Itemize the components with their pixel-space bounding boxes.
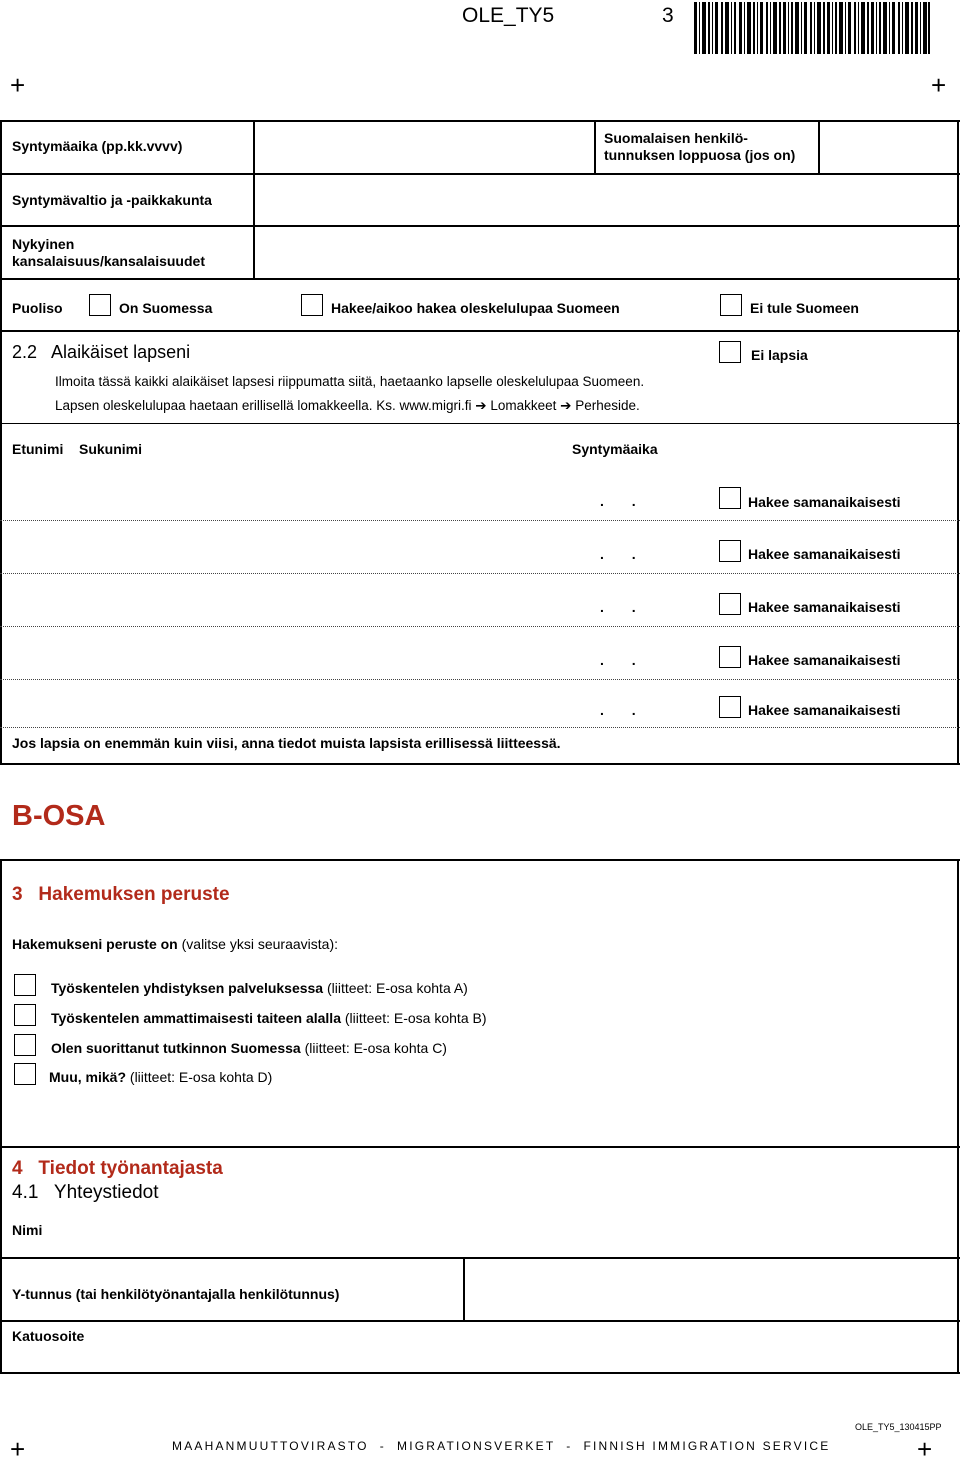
- employer-name-label: Nimi: [12, 1222, 43, 1238]
- basis-degree-checkbox[interactable]: [14, 1034, 36, 1056]
- birthdate-input[interactable]: [256, 123, 592, 171]
- child-row[interactable]: [2, 626, 956, 678]
- children-section-number: 2.2: [12, 342, 38, 362]
- simultaneous-checkbox[interactable]: [719, 593, 741, 615]
- section3-number: 3: [12, 884, 23, 905]
- simultaneous-checkbox[interactable]: [719, 696, 741, 718]
- footer-form-code: OLE_TY5_130415PP: [855, 1422, 942, 1432]
- birthplace-label: Syntymävaltio ja -paikkakunta: [12, 192, 212, 208]
- simultaneous-checkbox[interactable]: [719, 540, 741, 562]
- spouse-applying-checkbox[interactable]: [301, 294, 323, 316]
- registration-mark-bottom-left: +: [10, 1434, 26, 1464]
- street-address-input[interactable]: [100, 1323, 955, 1369]
- simultaneous-checkbox[interactable]: [719, 487, 741, 509]
- simultaneous-label: Hakee samanaikaisesti: [748, 652, 901, 668]
- section41-number: 4.1: [12, 1182, 39, 1203]
- spouse-in-finland-checkbox[interactable]: [89, 294, 111, 316]
- basis-prompt-bold: Hakemukseni peruste on: [12, 936, 178, 952]
- citizenship-label-line1: Nykyinen: [12, 236, 75, 252]
- basis-prompt-normal: (valitse yksi seuraavista):: [181, 936, 339, 952]
- section4-title: [12, 1158, 223, 1180]
- family-link-text: Perheside.: [575, 398, 640, 413]
- citizenship-input[interactable]: [256, 228, 955, 276]
- no-children-checkbox[interactable]: [719, 341, 741, 363]
- birthdate-label: Syntymäaika (pp.kk.vvvv): [12, 138, 183, 154]
- spouse-not-coming-checkbox[interactable]: [720, 294, 742, 316]
- spouse-not-coming-label: Ei tule Suomeen: [750, 300, 859, 316]
- ssn-suffix-label: [604, 130, 795, 164]
- child-row[interactable]: [2, 573, 956, 625]
- section3-title: [12, 884, 230, 906]
- simultaneous-label: Hakee samanaikaisesti: [748, 546, 901, 562]
- ssn-label-line2: tunnuksen loppuosa (jos on): [604, 147, 796, 163]
- col-lastname: Sukunimi: [79, 441, 143, 457]
- registration-mark-top-right: +: [931, 70, 947, 100]
- option-bold: Työskentelen ammattimaisesti taiteen alalla: [51, 1010, 341, 1026]
- birthplace-input[interactable]: [256, 176, 955, 223]
- section3-heading: Hakemuksen peruste: [38, 884, 230, 905]
- citizenship-label-line2: kansalaisuus/kansalaisuudet: [12, 253, 205, 269]
- citizenship-label: [12, 236, 205, 270]
- basis-degree-label: [51, 1040, 447, 1056]
- child-row[interactable]: [2, 679, 956, 726]
- no-children-label: Ei lapsia: [751, 347, 808, 363]
- simultaneous-label: Hakee samanaikaisesti: [748, 702, 901, 718]
- birthdate-dots: . .: [600, 546, 648, 562]
- basis-other-label: [49, 1069, 272, 1085]
- section41-title: [12, 1182, 159, 1204]
- birthdate-dots: . .: [600, 599, 648, 615]
- option-normal: (liitteet: E-osa kohta A): [327, 980, 468, 996]
- more-children-note: Jos lapsia on enemmän kuin viisi, anna tiedot muista lapsista erillisessä liitteessä.: [12, 735, 561, 751]
- basis-other-checkbox[interactable]: [14, 1063, 36, 1085]
- registration-mark-top-left: +: [10, 70, 26, 100]
- birthdate-dots: . .: [600, 493, 648, 509]
- option-normal: (liitteet: E-osa kohta D): [129, 1069, 273, 1085]
- children-info-line2: [55, 398, 640, 414]
- ssn-label-line1: Suomalaisen henkilö-: [604, 130, 748, 146]
- simultaneous-label: Hakee samanaikaisesti: [748, 494, 901, 510]
- children-section-title: [12, 342, 190, 363]
- spouse-label: Puoliso: [12, 300, 63, 316]
- business-id-label: Y-tunnus (tai henkilötyönantajalla henkilötunnus): [12, 1286, 340, 1302]
- registration-mark-bottom-right: +: [917, 1434, 933, 1464]
- spouse-applying-label: Hakee/aikoo hakea oleskelulupaa Suomeen: [331, 300, 620, 316]
- birthdate-dots: . .: [600, 652, 648, 668]
- spouse-in-finland-label: On Suomessa: [119, 300, 213, 316]
- form-code: OLE_TY5: [462, 4, 555, 27]
- children-info-text: Lapsen oleskelulupaa haetaan erillisellä lomakkeella. Ks. www.migri.fi: [55, 398, 472, 413]
- birthdate-dots: . .: [600, 702, 648, 718]
- part-b-title: B-OSA: [12, 800, 106, 832]
- option-normal: (liitteet: E-osa kohta C): [304, 1040, 447, 1056]
- employer-name-input[interactable]: [60, 1210, 955, 1254]
- footer-agency: MAAHANMUUTTOVIRASTO - MIGRATIONSVERKET - FINNISH IMMIGRATION SERVICE: [172, 1439, 831, 1453]
- section4-heading: Tiedot työnantajasta: [38, 1158, 223, 1179]
- option-normal: (liitteet: E-osa kohta B): [344, 1010, 487, 1026]
- arrow-right-icon: ➔: [475, 398, 487, 413]
- section41-heading: Yhteystiedot: [53, 1182, 159, 1203]
- basis-association-label: [51, 980, 468, 996]
- col-firstname: Etunimi: [12, 441, 64, 457]
- business-id-input[interactable]: [466, 1260, 955, 1318]
- simultaneous-checkbox[interactable]: [719, 646, 741, 668]
- ssn-suffix-input[interactable]: [821, 123, 955, 171]
- basis-arts-label: [51, 1010, 487, 1026]
- option-bold: Olen suorittanut tutkinnon Suomessa: [51, 1040, 301, 1056]
- page-number: 3: [662, 4, 674, 27]
- children-section-heading: Alaikäiset lapseni: [51, 342, 191, 362]
- forms-link-text: Lomakkeet: [490, 398, 557, 413]
- basis-association-checkbox[interactable]: [14, 974, 36, 996]
- option-bold: Työskentelen yhdistyksen palveluksessa: [51, 980, 324, 996]
- children-info-line1: Ilmoita tässä kaikki alaikäiset lapsesi riippumatta siitä, haetaanko lapselle oleskelulupaa Suomeen.: [55, 374, 645, 389]
- arrow-right-icon: ➔: [560, 398, 572, 413]
- col-birthdate: Syntymäaika: [572, 441, 658, 457]
- option-bold: Muu, mikä?: [49, 1069, 127, 1085]
- basis-arts-checkbox[interactable]: [14, 1004, 36, 1026]
- section4-number: 4: [12, 1158, 23, 1179]
- street-address-label: Katuosoite: [12, 1328, 85, 1344]
- child-row[interactable]: [2, 520, 956, 572]
- simultaneous-label: Hakee samanaikaisesti: [748, 599, 901, 615]
- basis-prompt: [12, 936, 338, 952]
- child-row[interactable]: [2, 467, 956, 519]
- barcode-icon: [694, 2, 930, 54]
